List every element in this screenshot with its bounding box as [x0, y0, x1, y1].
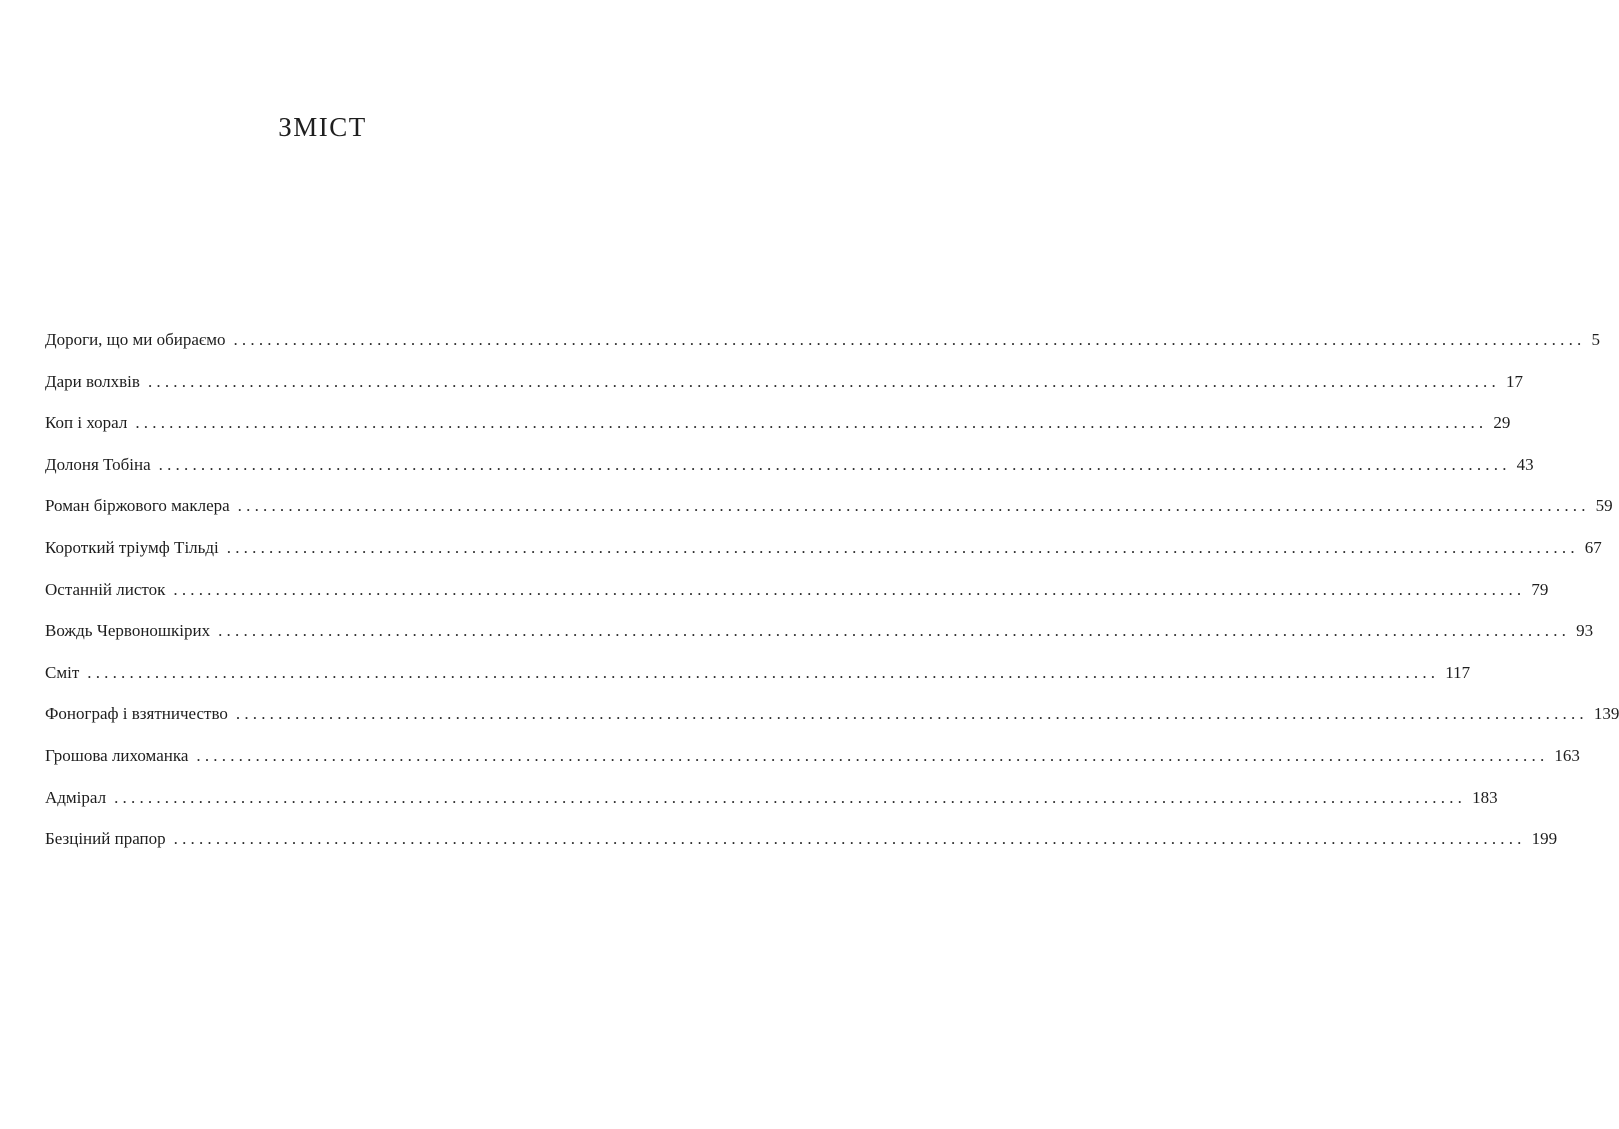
toc-entry-title: Короткий тріумф Тільді: [45, 537, 219, 557]
toc-entry[interactable]: [45, 450, 1534, 492]
toc-entry-page: 17: [1505, 371, 1523, 391]
toc-entry[interactable]: [45, 741, 1580, 783]
dot-leader: ................................................................................................................................................................: [235, 704, 1588, 724]
dot-leader: ................................................................................................................................................................: [135, 413, 1488, 433]
toc-entry[interactable]: [45, 699, 1619, 741]
dot-leader: ................................................................................................................................................................: [147, 371, 1500, 391]
toc-entry[interactable]: [45, 491, 1613, 533]
toc-entry[interactable]: [45, 658, 1471, 700]
toc-entry-title: Вождь Червоношкірих: [45, 621, 211, 641]
toc-entry-title: Роман біржового маклера: [45, 496, 230, 516]
toc-entry-title: Дороги, що ми обираємо: [45, 330, 226, 349]
dot-leader: ................................................................................................................................................................: [173, 829, 1526, 849]
table-of-contents: [45, 325, 1619, 866]
toc-entry[interactable]: [45, 616, 1594, 658]
toc-entry-page: 163: [1554, 745, 1580, 765]
toc-entry-title: Долоня Тобіна: [45, 454, 151, 474]
toc-entry-title: Сміт: [45, 662, 80, 682]
toc-entry-page: 67: [1584, 537, 1602, 557]
toc-entry-page: 29: [1493, 413, 1511, 433]
toc-entry-title: Безціний прапор: [45, 829, 166, 849]
dot-leader: ................................................................................................................................................................: [226, 537, 1579, 557]
toc-entry-title: Коп і хорал: [45, 413, 128, 433]
toc-entry-title: Фонограф і взятничество: [45, 704, 228, 724]
toc-entry-page: 43: [1516, 454, 1534, 474]
toc-entry[interactable]: [45, 367, 1523, 409]
toc-entry-page: 59: [1595, 496, 1613, 516]
dot-leader: ................................................................................................................................................................: [196, 745, 1549, 765]
dot-leader: ................................................................................................................................................................: [158, 454, 1511, 474]
toc-entry-title: Дари волхвів: [45, 371, 140, 391]
toc-entry-page: 79: [1531, 579, 1549, 599]
toc-entry[interactable]: [45, 783, 1498, 825]
toc-entry[interactable]: [45, 408, 1511, 450]
dot-leader: ................................................................................................................................................................: [237, 496, 1590, 516]
toc-entry-page: 183: [1472, 787, 1498, 807]
toc-entry[interactable]: [45, 824, 1558, 866]
toc-entry-title: Адмірал: [45, 787, 107, 807]
toc-entry-page: 139: [1593, 704, 1619, 724]
toc-entry[interactable]: [45, 575, 1549, 617]
dot-leader: ................................................................................................................................................................: [87, 662, 1440, 682]
dot-leader: ................................................................................................................................................................: [114, 787, 1467, 807]
toc-entry-title: Грошова лихоманка: [45, 745, 189, 765]
toc-entry[interactable]: [45, 533, 1602, 575]
dot-leader: ................................................................................................................................................................: [173, 579, 1526, 599]
toc-entry-page: 93: [1576, 621, 1594, 641]
dot-leader: ................................................................................................................................................................: [233, 330, 1586, 349]
toc-entry-page: 5: [1591, 330, 1600, 349]
dot-leader: ................................................................................................................................................................: [218, 621, 1571, 641]
toc-entry[interactable]: [45, 325, 1600, 367]
toc-entry-page: 199: [1531, 829, 1558, 849]
toc-entry-title: Останній листок: [45, 579, 166, 599]
page-title: ЗМІСТ: [278, 112, 367, 142]
toc-entry-page: 117: [1445, 662, 1471, 682]
